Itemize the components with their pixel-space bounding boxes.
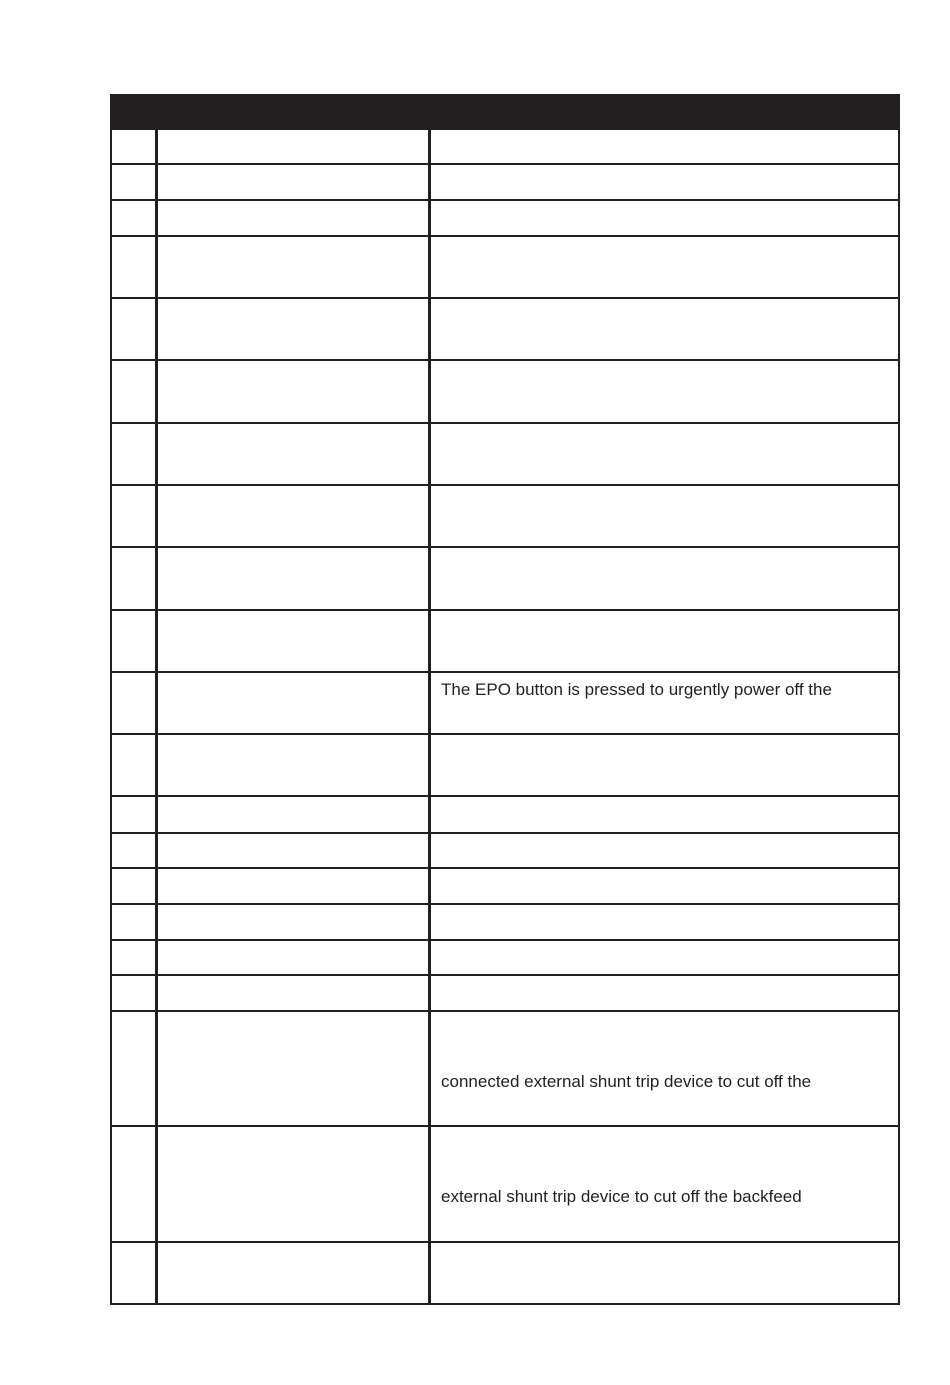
row-divider — [110, 832, 900, 834]
row-divider — [110, 546, 900, 548]
row-divider — [110, 939, 900, 941]
row-divider — [110, 1241, 900, 1243]
description-cell-backfeed: external shunt trip device to cut off the backfeed — [441, 1187, 802, 1206]
row-divider — [110, 1125, 900, 1127]
column-divider — [155, 94, 158, 1305]
row-divider — [110, 359, 900, 361]
row-divider — [110, 297, 900, 299]
description-cell-epo: The EPO button is pressed to urgently power off the — [441, 680, 832, 699]
row-divider — [110, 422, 900, 424]
row-divider — [110, 235, 900, 237]
table-header — [110, 94, 900, 130]
row-divider — [110, 1010, 900, 1012]
column-divider — [428, 94, 431, 1305]
table-border-left — [110, 94, 112, 1305]
row-divider — [110, 974, 900, 976]
row-divider — [110, 867, 900, 869]
row-divider — [110, 903, 900, 905]
row-divider — [110, 163, 900, 165]
table-border-right — [898, 94, 900, 1305]
row-divider — [110, 733, 900, 735]
row-divider — [110, 609, 900, 611]
row-divider — [110, 484, 900, 486]
row-divider — [110, 671, 900, 673]
table-border-bottom — [110, 1303, 900, 1305]
specification-table — [110, 94, 900, 1305]
row-divider — [110, 199, 900, 201]
description-cell-shunt-trip: connected external shunt trip device to cut off the — [441, 1072, 812, 1091]
row-divider — [110, 795, 900, 797]
